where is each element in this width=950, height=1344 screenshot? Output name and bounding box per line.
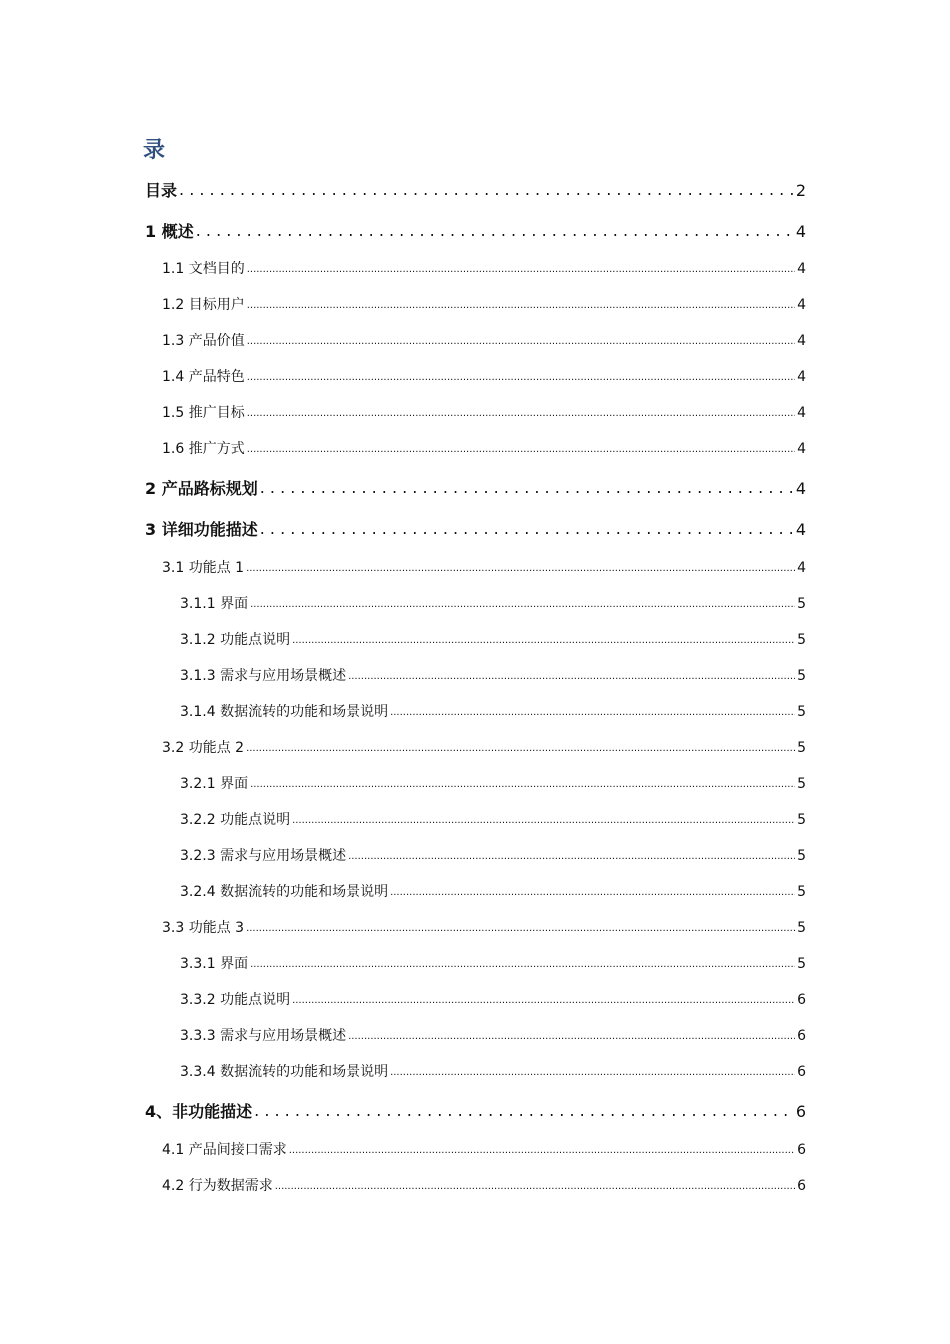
toc-entry-title: 3.3.3 需求与应用场景概述: [180, 1028, 347, 1044]
toc-entry-page-number: 5: [797, 704, 806, 720]
toc-heading: 录: [143, 138, 166, 163]
toc-entry-title: 3.1.3 需求与应用场景概述: [180, 668, 347, 684]
toc-entry-title: 3.2.1 界面: [180, 776, 249, 792]
toc-entry-page-number: 6: [795, 1102, 806, 1121]
toc-dot-leader: [247, 337, 795, 347]
toc-entry[interactable]: [180, 773, 806, 795]
toc-entry[interactable]: [180, 953, 806, 975]
toc-entry[interactable]: [180, 989, 806, 1011]
toc-entry-title: 3.2.2 功能点说明: [180, 812, 291, 828]
toc-entry-title: 1.5 推广目标: [162, 405, 245, 421]
toc-dot-leader: [247, 301, 795, 311]
toc-entry-title: 3.2.4 数据流转的功能和场景说明: [180, 884, 389, 900]
toc-entry-page-number: 5: [797, 668, 806, 684]
toc-entry-page-number: 2: [795, 181, 806, 200]
toc-entry-title: 3.1.1 界面: [180, 596, 249, 612]
toc-entry-title: 1.1 文档目的: [162, 261, 245, 277]
toc-entry-page-number: 5: [797, 632, 806, 648]
toc-entry-page-number: 4: [797, 405, 806, 421]
toc-entry-title: 1.3 产品价值: [162, 333, 245, 349]
toc-entry-page-number: 6: [797, 1178, 806, 1194]
toc-entry[interactable]: [180, 845, 806, 867]
toc-entry-title: 4、非功能描述: [145, 1102, 253, 1121]
toc-dot-leader: [247, 373, 795, 383]
toc-entry[interactable]: [180, 881, 806, 903]
toc-entry-title: 1.2 目标用户: [162, 297, 245, 313]
toc-dot-leader: [247, 409, 795, 419]
toc-entry-page-number: 5: [797, 740, 806, 756]
toc-entry[interactable]: [162, 1139, 806, 1161]
toc-entry-title: 3.2 功能点 2: [162, 740, 245, 756]
toc-entry-title: 3.3.2 功能点说明: [180, 992, 291, 1008]
toc-entry-title: 3.1.2 功能点说明: [180, 632, 291, 648]
toc-entry-title: 3.3.1 界面: [180, 956, 249, 972]
toc-entry-page-number: 6: [797, 1142, 806, 1158]
toc-entry-title: 目录: [145, 181, 178, 200]
toc-dot-leader: [247, 265, 795, 275]
toc-entry[interactable]: [145, 476, 806, 502]
toc-entry[interactable]: [162, 258, 806, 280]
toc-entry[interactable]: [162, 438, 806, 460]
toc-entry[interactable]: [145, 178, 806, 204]
toc-entry[interactable]: [162, 917, 806, 939]
toc-dot-leader: [247, 445, 795, 455]
toc-dot-leader: [390, 1068, 795, 1078]
toc-entry[interactable]: [162, 366, 806, 388]
toc-entry-title: 3.1.4 数据流转的功能和场景说明: [180, 704, 389, 720]
toc-dot-leader: [390, 708, 795, 718]
toc-entry-title: 1 概述: [145, 222, 194, 241]
toc-entry-title: 2 产品路标规划: [145, 479, 258, 498]
toc-entry[interactable]: [162, 294, 806, 316]
toc-entry-page-number: 4: [795, 479, 806, 498]
toc-entry[interactable]: [162, 1175, 806, 1197]
toc-entry-page-number: 5: [797, 920, 806, 936]
toc-entry-title: 3 详细功能描述: [145, 520, 258, 539]
toc-dot-leader: [292, 636, 795, 646]
toc-entry-page-number: 5: [797, 776, 806, 792]
toc-entry[interactable]: [180, 1025, 806, 1047]
toc-entry[interactable]: [162, 330, 806, 352]
toc-dot-leader: [254, 1101, 794, 1120]
toc-dot-leader: [348, 672, 795, 682]
toc-entry[interactable]: [145, 517, 806, 543]
toc-dot-leader: [289, 1146, 795, 1156]
toc-dot-leader: [250, 600, 795, 610]
toc-entry-title: 1.6 推广方式: [162, 441, 245, 457]
toc-entry-page-number: 4: [797, 261, 806, 277]
toc-entry-page-number: 4: [797, 297, 806, 313]
toc-entry-page-number: 5: [797, 596, 806, 612]
toc-dot-leader: [390, 888, 795, 898]
toc-entry-page-number: 5: [797, 956, 806, 972]
toc-entry[interactable]: [180, 809, 806, 831]
toc-entry[interactable]: [180, 629, 806, 651]
toc-entry[interactable]: [162, 737, 806, 759]
toc-dot-leader: [348, 852, 795, 862]
toc-dot-leader: [246, 924, 795, 934]
toc-entry[interactable]: [145, 1099, 806, 1125]
toc-entry-page-number: 5: [797, 884, 806, 900]
toc-entry[interactable]: [162, 402, 806, 424]
toc-dot-leader: [250, 960, 795, 970]
toc-entry-page-number: 5: [797, 848, 806, 864]
toc-entry-title: 3.1 功能点 1: [162, 560, 245, 576]
toc-entry-page-number: 6: [797, 1028, 806, 1044]
toc-dot-leader: [250, 780, 795, 790]
toc-dot-leader: [246, 564, 795, 574]
toc-entry-page-number: 6: [797, 1064, 806, 1080]
toc-entry-title: 1.4 产品特色: [162, 369, 245, 385]
toc-entry[interactable]: [145, 219, 806, 245]
toc-entry[interactable]: [162, 557, 806, 579]
toc-dot-leader: [348, 1032, 795, 1042]
toc-dot-leader: [292, 996, 795, 1006]
toc-entry-page-number: 4: [797, 333, 806, 349]
toc-dot-leader: [292, 816, 795, 826]
toc-entry-page-number: 5: [797, 812, 806, 828]
toc-entry-title: 4.2 行为数据需求: [162, 1178, 273, 1194]
toc-entry-page-number: 4: [797, 369, 806, 385]
toc-entry[interactable]: [180, 593, 806, 615]
toc-dot-leader: [246, 744, 795, 754]
toc-entry-title: 3.3.4 数据流转的功能和场景说明: [180, 1064, 389, 1080]
toc-entry-page-number: 4: [795, 520, 806, 539]
toc-dot-leader: [275, 1182, 795, 1192]
toc-dot-leader: [196, 221, 794, 240]
toc-entry-page-number: 4: [795, 222, 806, 241]
toc-dot-leader: [179, 180, 794, 199]
toc-dot-leader: [260, 519, 794, 538]
toc-entry-title: 3.3 功能点 3: [162, 920, 245, 936]
toc-entry-page-number: 4: [797, 441, 806, 457]
toc-entry[interactable]: [180, 1061, 806, 1083]
toc-entry[interactable]: [180, 701, 806, 723]
toc-entry[interactable]: [180, 665, 806, 687]
toc-entry-title: 3.2.3 需求与应用场景概述: [180, 848, 347, 864]
toc-entry-title: 4.1 产品间接口需求: [162, 1142, 287, 1158]
toc-entry-page-number: 6: [797, 992, 806, 1008]
toc-entry-page-number: 4: [797, 560, 806, 576]
toc-dot-leader: [260, 478, 794, 497]
